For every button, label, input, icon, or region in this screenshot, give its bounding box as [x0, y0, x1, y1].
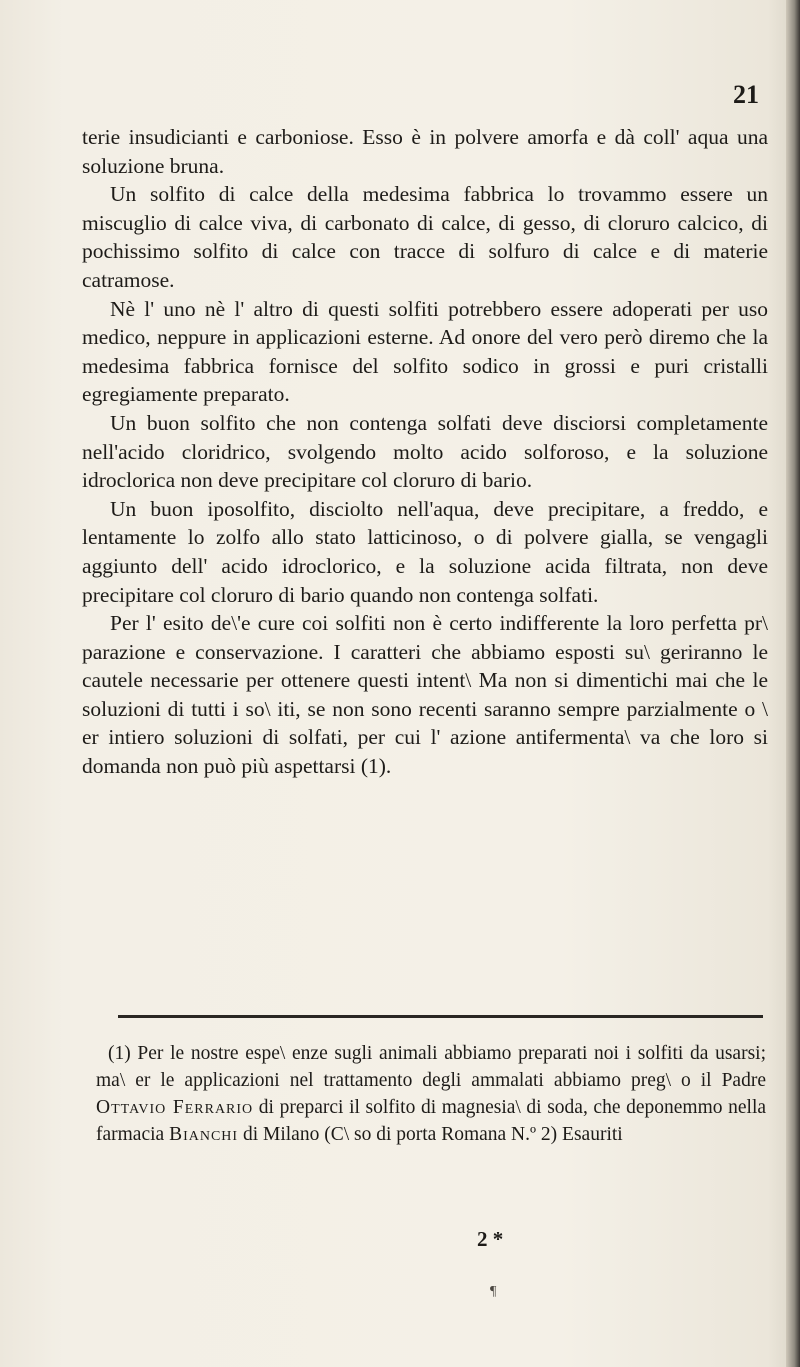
footnote-part-1: (1) Per le nostre espe\ enze sugli animali abbiamo preparati noi i solfiti da usarsi; ma\ er le applicazioni nel trattamento degli ammalati abbiamo preg\ o il Padre: [96, 1043, 766, 1091]
paragraph-3: Nè l' uno nè l' altro di questi solfiti potrebbero essere adoperati per uso medico, neppure in applicazioni esterne. Ad onore del vero però diremo che la medesima fabbrica fornisce del solfito sodico in grossi e puri cristalli egregiamente preparato.: [82, 296, 768, 407]
paragraph-6: Per l' esito de\'e cure coi solfiti non è certo indifferente la loro perfetta pr\ parazione e conservazione. I caratteri che abbiamo esposti su\ geriranno le cautele necessarie per ottenere questi intent\ Ma non si dimentichi mai che le soluzioni di tutti i so\ iti, se non sono recenti saranno sempre parzialmente o \ er intiero soluzioni di solfati, per cui l' azione antifermenta\ va che loro si domanda non può più aspettarsi (1).: [82, 611, 768, 779]
footnote-part-3: di Milano (C\ so di porta Romana N.º 2) Esauriti: [242, 1124, 623, 1145]
paragraph-2: Un solfito di calce della medesima fabbrica lo trovammo essere un miscuglio di calce viva, di carbonato di calce, di gesso, di cloruro calcico, di pochissimo solfito di calce con tracce di solfuro di calce e di materie catramose.: [82, 182, 768, 292]
signature-mark: 2 *: [477, 1227, 504, 1251]
footnote-part-2: di preparci il solfito di magnesia\ di soda, che deponemmo nella farmacia: [96, 1097, 767, 1145]
footnote: [96, 1040, 766, 1148]
printer-mark: ¶: [490, 1284, 497, 1299]
page-edge: [786, 0, 800, 1367]
paragraph-5: Un buon iposolfito, disciolto nell'aqua, deve precipitare, a freddo, e lentamente lo zolfo allo stato latticinoso, o di polvere gialla, se vengagli aggiunto dell' acido idroclorico, e la soluzione acida filtrata, non deve precipitare col cloruro di bario quando non contenga solfati.: [82, 496, 768, 607]
footnote-rule: [118, 1015, 763, 1018]
footnote-name-ferrario: Ottavio Ferrario: [96, 1097, 254, 1118]
footnote-name-bianchi: Bianchi: [169, 1124, 239, 1145]
paragraph-1: terie insudicianti e carboniose. Esso è in polvere amorfa e dà coll' aqua una soluzione bruna.: [82, 125, 768, 178]
page-number: 21: [733, 80, 759, 109]
main-text: [82, 123, 768, 781]
paragraph-4: Un buon solfito che non contenga solfati deve disciorsi completamente nell'acido cloridrico, svolgendo molto acido solforoso, e la soluzione idroclorica non deve precipitare col cloruro di bario.: [82, 410, 768, 493]
